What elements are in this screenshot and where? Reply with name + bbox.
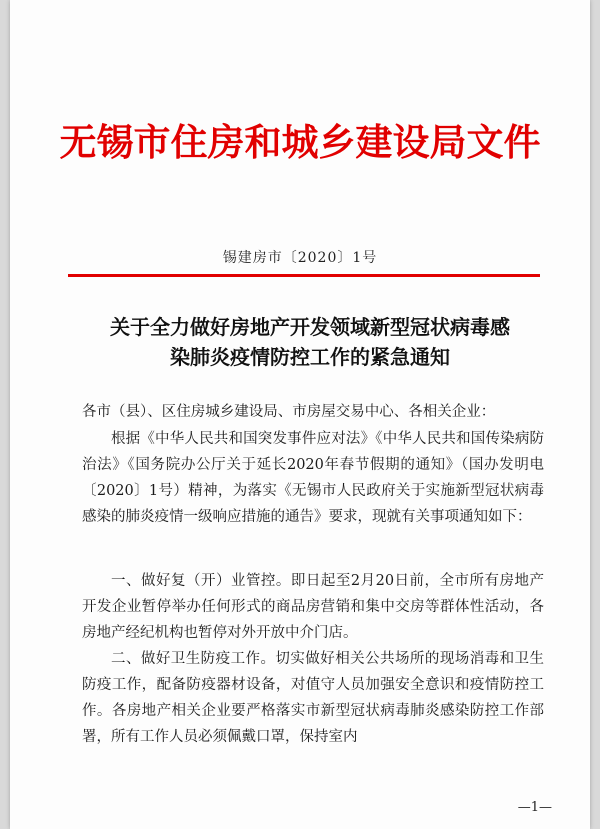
notice-title-line-2: 染肺炎疫情防控工作的紧急通知 bbox=[170, 345, 450, 369]
notice-title-line-1: 关于全力做好房地产开发领域新型冠状病毒感 bbox=[110, 315, 510, 339]
paragraph-item-2: 二、做好卫生防疫工作。切实做好相关公共场所的现场消毒和卫生防疫工作，配备防疫器材设备，对值守人员加强安全意识和疫情防控工作。各房地产相关企业要严格落实市新型冠状病毒肺炎感染防控工作部署，所有工作人员必须佩戴口罩，保持室内 bbox=[82, 651, 544, 745]
document-page bbox=[10, 0, 590, 829]
salutation: 各市（县）、区住房城乡建设局、市房屋交易中心、各相关企业： bbox=[82, 404, 496, 420]
paragraph-item-1: 一、做好复（开）业管控。即日起至2月20日前，全市所有房地产开发企业暂停举办任何形式的商品房营销和集中交房等群体性活动，各房地产经纪机构也暂停对外开放中介门店。 bbox=[82, 573, 544, 641]
notice-title bbox=[72, 312, 548, 372]
red-divider-line bbox=[68, 274, 540, 277]
page-number: —1— bbox=[517, 800, 552, 815]
issuer-header: 无锡市住房和城乡建设局文件 bbox=[59, 120, 541, 164]
paragraph-intro: 根据《中华人民共和国突发事件应对法》《中华人民共和国传染病防治法》《国务院办公厅关于延长2020年春节假期的通知》（国办发明电〔2020〕1号）精神，为落实《无锡市人民政府关于实施新型冠状病毒感染的肺炎疫情一级响应措施的通告》要求，现就有关事项通知如下： bbox=[82, 431, 544, 525]
document-number: 锡建房市〔2020〕1号 bbox=[222, 250, 378, 266]
